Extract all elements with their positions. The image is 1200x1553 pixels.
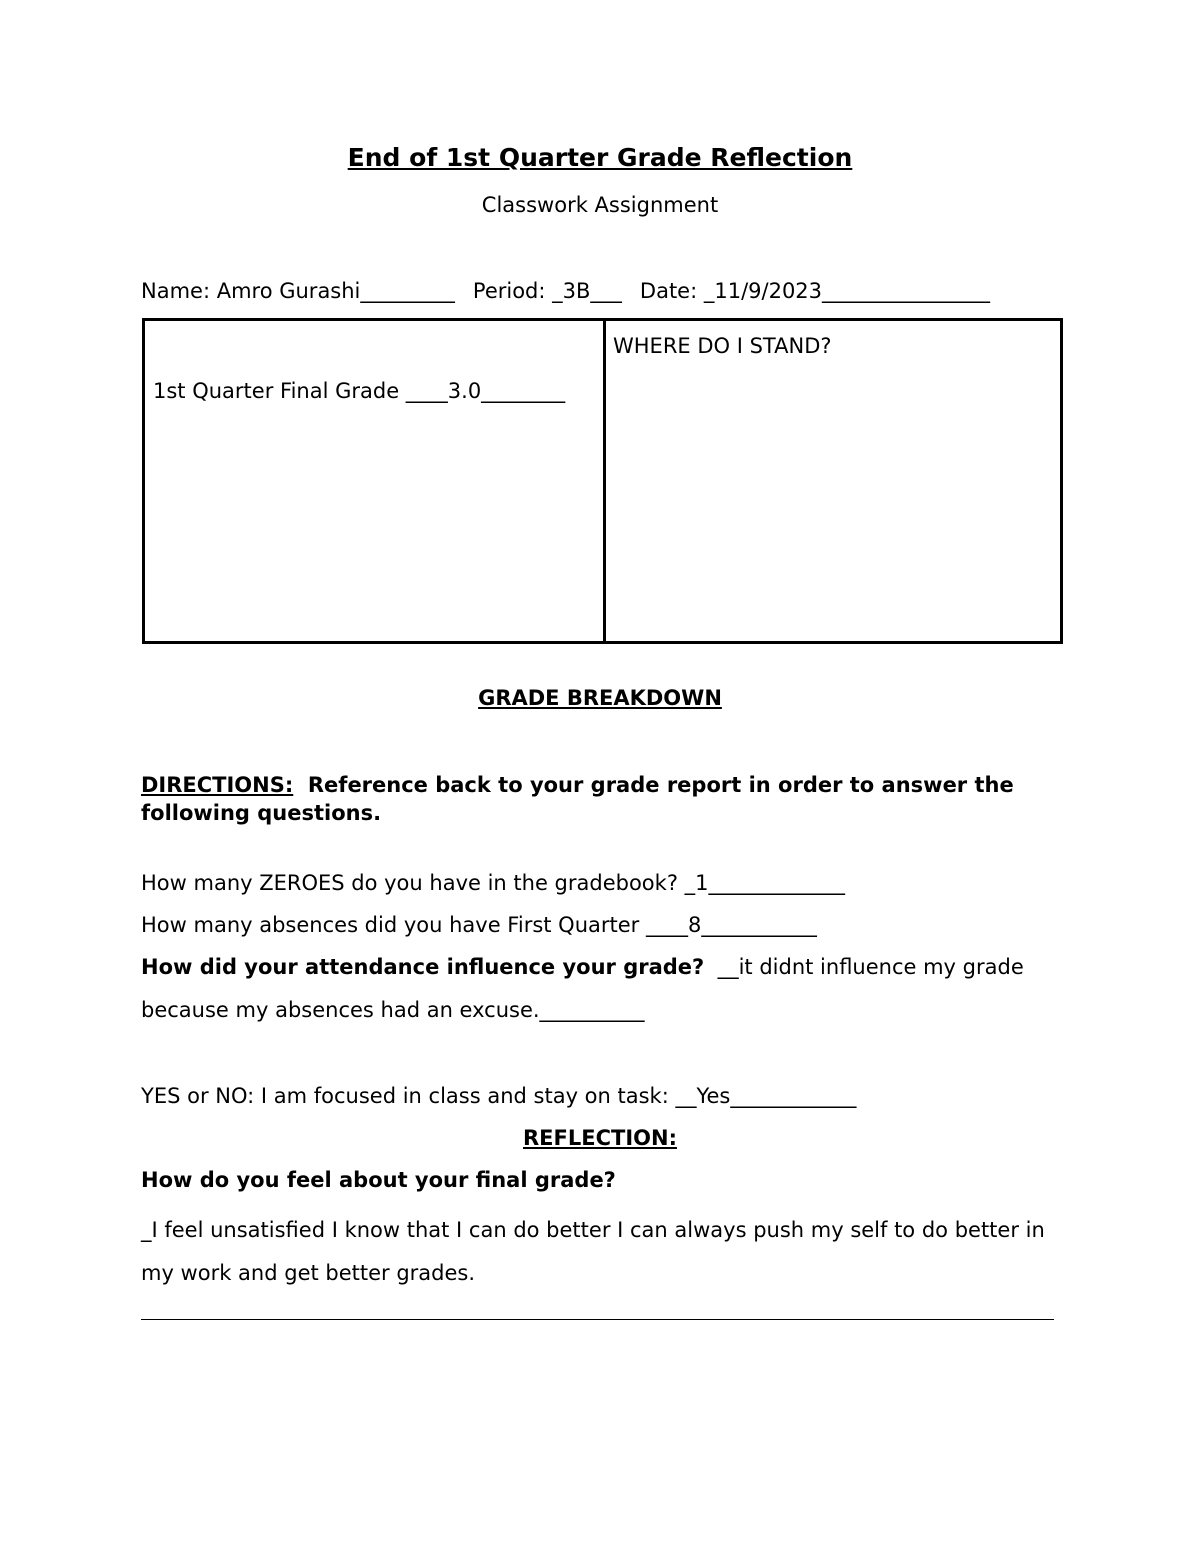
zeroes-question[interactable]: How many ZEROES do you have in the gradebook? _1_____________ [141,871,846,895]
where-do-i-stand-label: WHERE DO I STAND? [613,334,832,358]
student-info-row [141,279,990,303]
directions-text: Reference back to your grade report in order to answer the following questions. [141,773,1014,825]
grade-breakdown-heading: GRADE BREAKDOWN [478,686,722,710]
absences-question[interactable]: How many absences did you have First Quarter ____8___________ [141,913,817,937]
attendance-answer-line-2[interactable]: because my absences had an excuse.__________ [141,998,645,1022]
period-field[interactable]: Period: _3B___ [472,279,622,303]
directions-label: DIRECTIONS: [141,773,294,797]
attendance-question [141,955,1024,979]
name-field[interactable]: Name: Amro Gurashi_________ [141,279,455,303]
attendance-prompt: How did your attendance influence your grade? [141,955,705,979]
answer-underline [141,1319,1054,1320]
date-field[interactable]: Date: _11/9/2023________________ [639,279,991,303]
focus-question[interactable]: YES or NO: I am focused in class and stay on task: __Yes____________ [141,1084,857,1108]
attendance-answer-line-1[interactable]: __it didnt influence my grade [717,955,1024,979]
reflection-question: How do you feel about your final grade? [141,1168,616,1192]
final-grade-field[interactable]: 1st Quarter Final Grade ____3.0________ [153,379,566,403]
reflection-answer[interactable]: _I feel unsatisfied I know that I can do better I can always push my self to do better in my work and get better grades. [141,1218,1045,1285]
reflection-heading: REFLECTION: [523,1126,677,1150]
grade-box-left-cell [145,321,606,641]
page-title: End of 1st Quarter Grade Reflection [347,143,853,172]
directions-paragraph [141,771,1061,827]
grade-box [142,318,1063,644]
grade-box-right-cell [606,321,1060,641]
page-subtitle: Classwork Assignment [481,193,719,217]
